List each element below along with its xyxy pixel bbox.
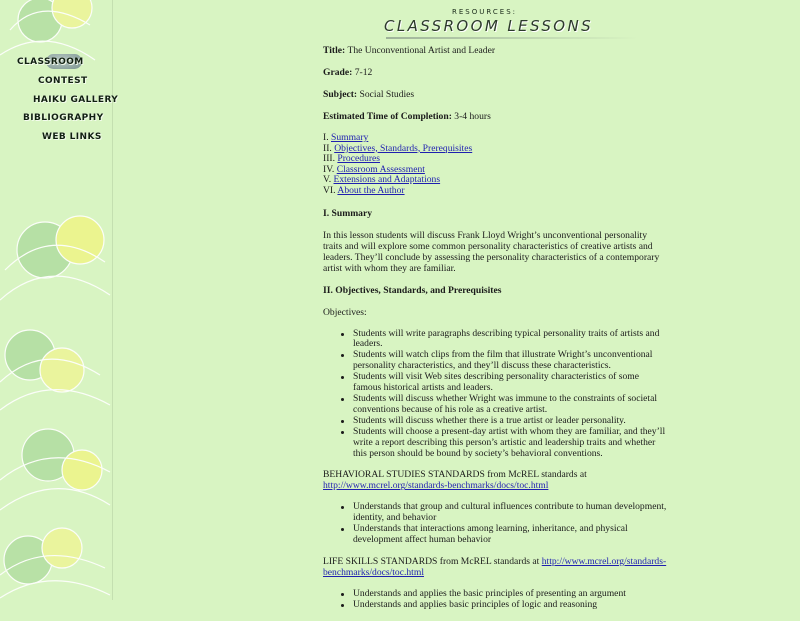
lifeskills-standards	[323, 556, 668, 578]
grade-line	[323, 67, 668, 78]
subject-line	[323, 89, 668, 100]
summary-heading	[323, 208, 668, 219]
nav-web-links[interactable]: WEB LINKS	[42, 132, 102, 142]
page-header	[300, 6, 640, 42]
nav-contest[interactable]: CONTEST	[38, 76, 88, 86]
list-item: Students will write paragraphs describing typical personality traits of artists and leaders.	[353, 329, 668, 351]
toc-number: V.	[323, 174, 332, 186]
list-item: Students will discuss whether there is a true artist or leader personality.	[353, 416, 668, 427]
toc-number: I.	[323, 132, 329, 143]
list-item: Students will choose a present-day artist with whom they are familiar, and they’ll write a report describing this person’s artistic and leadership traits and whether this person should be bound by society’s behavioral conventions.	[353, 427, 668, 460]
toc-link-assessment[interactable]: Classroom Assessment	[336, 163, 425, 175]
lifeskills-link-part2: benchmarks/docs/toc.html	[323, 567, 424, 579]
objectives-heading	[323, 285, 668, 296]
list-item: Understands that group and cultural influences contribute to human development, identity, and behavior	[353, 501, 667, 524]
title-label: Title:	[323, 45, 346, 56]
behavioral-standards	[323, 469, 668, 491]
toc-number: VI.	[323, 184, 336, 196]
list-item: Students will watch clips from the film that illustrate Wright’s unconventional personality characteristics, and they’ll discuss these characteristics.	[353, 350, 668, 372]
subject-value: Social Studies	[359, 89, 415, 100]
lesson-title-line	[323, 45, 668, 56]
list-item: Students will visit Web sites describing personality characteristics of some famous historical artists and leaders.	[353, 372, 668, 394]
toc-number: IV.	[323, 163, 335, 175]
behavioral-list	[323, 502, 668, 546]
grade-label: Grade:	[323, 67, 353, 78]
objectives-label: Objectives:	[323, 306, 367, 318]
nav-haiku-gallery[interactable]: HAIKU GALLERY	[33, 95, 119, 105]
toc-link-author[interactable]: About the Author	[337, 184, 405, 196]
summary-heading-text: I. Summary	[323, 207, 373, 219]
behavioral-link[interactable]: http://www.mcrel.org/standards-benchmarks/docs/toc.html	[323, 480, 549, 492]
sidebar-divider	[112, 0, 113, 600]
toc-number: III.	[323, 153, 335, 165]
toc-link-summary[interactable]: Summary	[331, 132, 369, 143]
summary-text: In this lesson students will discuss Frank Lloyd Wright’s unconventional personality traits and will explore some common personality characteristics of creative artists and leaders. They’ll conclude by assessing the personality characteristics of a contemporary artist with whom they are familiar.	[323, 229, 660, 274]
list-item: Understands and applies basic principles of logic and reasoning	[353, 600, 668, 611]
header-resources-label: RESOURCES:	[452, 8, 517, 16]
title-value: The Unconventional Artist and Leader	[347, 45, 496, 56]
nav-bibliography[interactable]: BIBLIOGRAPHY	[23, 113, 104, 123]
lifeskills-text: LIFE SKILLS STANDARDS from McREL standards at	[323, 556, 540, 568]
list-item: Students will discuss whether Wright was immune to the constraints of societal conventions because of his role as a creative artist.	[353, 394, 668, 416]
toc-link-procedures[interactable]: Procedures	[337, 153, 381, 165]
grade-value: 7-12	[354, 67, 373, 78]
toc-link-extensions[interactable]: Extensions and Adaptations	[333, 174, 441, 186]
header-rule	[386, 37, 638, 39]
lifeskills-link-part1: http://www.mcrel.org/standards-	[541, 556, 667, 568]
time-value: 3-4 hours	[454, 111, 491, 122]
toc-link-objectives[interactable]: Objectives, Standards, Prerequisites	[334, 142, 473, 154]
toc-number: II.	[323, 142, 332, 154]
sidebar-decoration	[0, 0, 112, 600]
lesson-content	[323, 45, 668, 621]
objectives-list	[323, 329, 668, 460]
list-item: Understands that interactions among learning, inheritance, and physical development affect human behavior	[353, 524, 668, 546]
time-line	[323, 111, 668, 122]
nav-classroom[interactable]: CLASSROOM	[17, 57, 84, 67]
objectives-heading-text: II. Objectives, Standards, and Prerequisites	[323, 284, 502, 296]
page-title: CLASSROOM LESSONS	[384, 17, 594, 35]
time-label: Estimated Time of Completion:	[323, 111, 452, 122]
behavioral-text: BEHAVIORAL STUDIES STANDARDS from McREL standards at	[323, 469, 587, 481]
list-item: Understands and applies the basic principles of presenting an argument	[353, 589, 668, 600]
subject-label: Subject:	[323, 89, 358, 100]
toc-item	[323, 186, 668, 197]
table-of-contents	[323, 133, 668, 197]
